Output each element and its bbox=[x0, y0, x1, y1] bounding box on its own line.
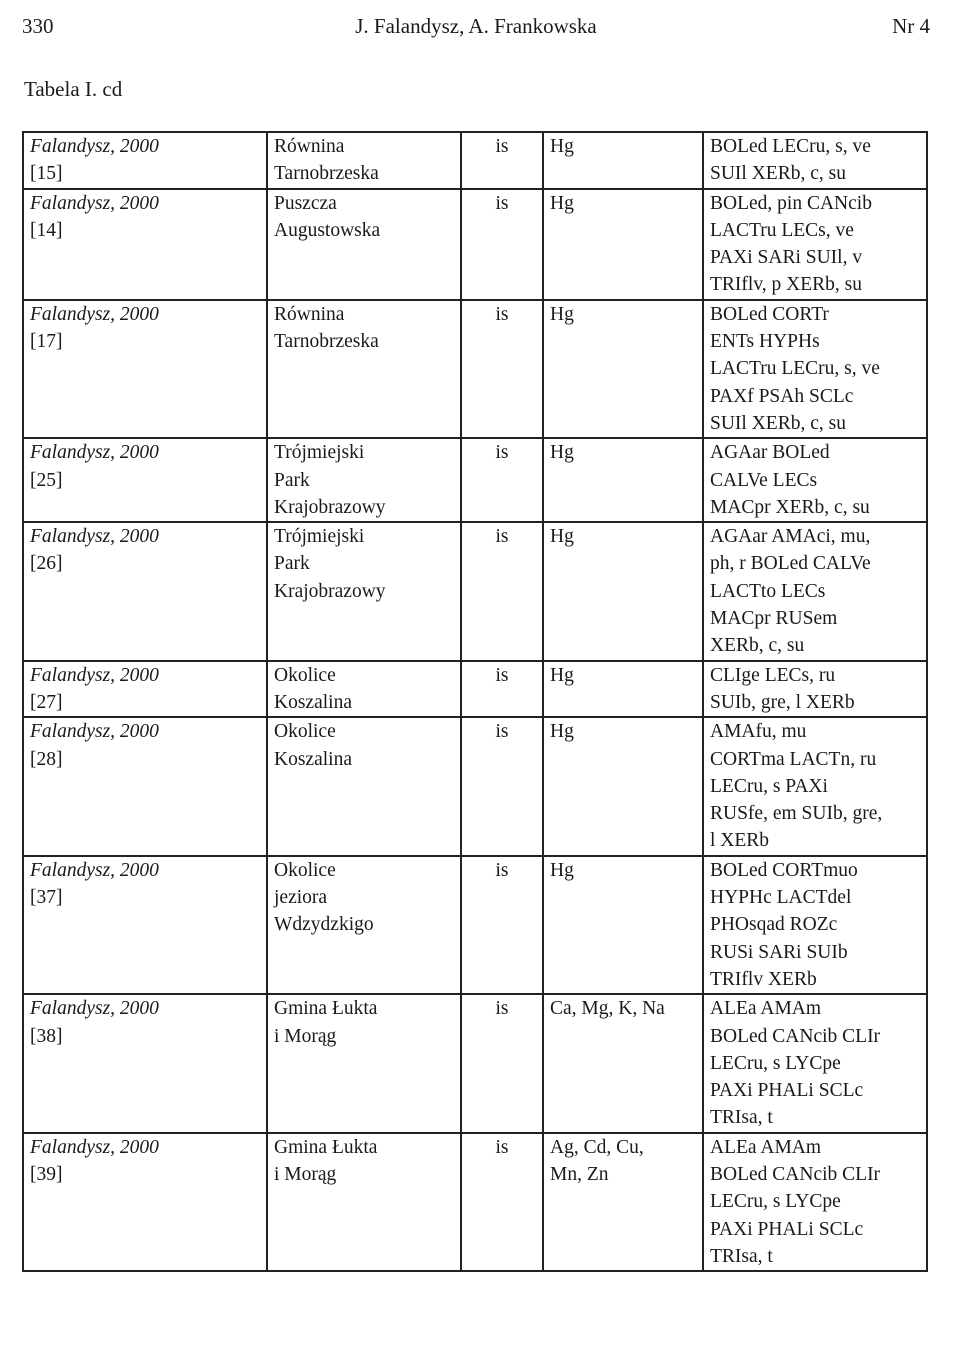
sample-type-cell: is bbox=[461, 300, 543, 438]
source-reference: [28] bbox=[30, 748, 63, 770]
species-cell: AGAar BOLed CALVe LECs MACpr XERb, c, su bbox=[703, 438, 927, 522]
location-cell: Trójmiejski Park Krajobrazowy bbox=[267, 522, 461, 660]
species-cell: BOLed CORTmuo HYPHc LACTdel PHOsqad ROZc RUSi SARi SUIb TRIflv XERb bbox=[703, 856, 927, 994]
running-head-authors: J. Falandysz, A. Frankowska bbox=[355, 14, 597, 38]
elements-cell: Ca, Mg, K, Na bbox=[543, 994, 703, 1132]
elements-cell: Hg bbox=[543, 661, 703, 718]
elements-cell: Hg bbox=[543, 717, 703, 855]
source-author-year: Falandysz, 2000 bbox=[30, 526, 159, 548]
elements-cell: Hg bbox=[543, 300, 703, 438]
source-cell bbox=[23, 1133, 267, 1271]
elements-cell: Hg bbox=[543, 132, 703, 189]
sample-type-cell: is bbox=[461, 132, 543, 189]
table-row bbox=[23, 1133, 927, 1271]
location-cell: Okolice jeziora Wdzydzkigo bbox=[267, 856, 461, 994]
table-row bbox=[23, 132, 927, 189]
source-reference: [25] bbox=[30, 469, 63, 491]
source-author-year: Falandysz, 2000 bbox=[30, 1136, 159, 1158]
sample-type-cell: is bbox=[461, 1133, 543, 1271]
species-cell: AMAfu, mu CORTma LACTn, ru LECru, s PAXi RUSfe, em SUIb, gre, l XERb bbox=[703, 717, 927, 855]
species-cell: BOLed, pin CANcib LACTru LECs, ve PAXi SARi SUIl, v TRIflv, p XERb, su bbox=[703, 189, 927, 300]
source-reference: [27] bbox=[30, 691, 63, 713]
source-cell bbox=[23, 300, 267, 438]
table-row bbox=[23, 189, 927, 300]
sample-type-cell: is bbox=[461, 438, 543, 522]
elements-cell: Hg bbox=[543, 522, 703, 660]
location-cell: Okolice Koszalina bbox=[267, 717, 461, 855]
table-row bbox=[23, 300, 927, 438]
source-reference: [15] bbox=[30, 163, 63, 185]
location-cell: Równina Tarnobrzeska bbox=[267, 300, 461, 438]
elements-cell: Hg bbox=[543, 189, 703, 300]
location-cell: Gmina Łukta i Morąg bbox=[267, 994, 461, 1132]
elements-cell: Hg bbox=[543, 856, 703, 994]
source-cell bbox=[23, 189, 267, 300]
location-cell: Trójmiejski Park Krajobrazowy bbox=[267, 438, 461, 522]
source-author-year: Falandysz, 2000 bbox=[30, 136, 159, 157]
source-reference: [38] bbox=[30, 1025, 63, 1047]
source-cell bbox=[23, 856, 267, 994]
source-author-year: Falandysz, 2000 bbox=[30, 303, 159, 325]
source-author-year: Falandysz, 2000 bbox=[30, 192, 159, 214]
location-cell: Równina Tarnobrzeska bbox=[267, 132, 461, 189]
table-caption: Tabela I. cd bbox=[24, 77, 123, 101]
species-cell: CLIge LECs, ru SUIb, gre, l XERb bbox=[703, 661, 927, 718]
species-cell: ALEa AMAm BOLed CANcib CLIr LECru, s LYCpe PAXi PHALi SCLc TRIsa, t bbox=[703, 1133, 927, 1271]
source-reference: [37] bbox=[30, 887, 63, 909]
source-author-year: Falandysz, 2000 bbox=[30, 859, 159, 881]
data-table bbox=[22, 131, 928, 1272]
sample-type-cell: is bbox=[461, 522, 543, 660]
sample-type-cell: is bbox=[461, 994, 543, 1132]
location-cell: Gmina Łukta i Morąg bbox=[267, 1133, 461, 1271]
source-author-year: Falandysz, 2000 bbox=[30, 442, 159, 464]
source-reference: [39] bbox=[30, 1163, 63, 1185]
species-cell: ALEa AMAm BOLed CANcib CLIr LECru, s LYCpe PAXi PHALi SCLc TRIsa, t bbox=[703, 994, 927, 1132]
table-row bbox=[23, 438, 927, 522]
source-cell bbox=[23, 717, 267, 855]
elements-cell: Ag, Cd, Cu, Mn, Zn bbox=[543, 1133, 703, 1271]
location-cell: Puszcza Augustowska bbox=[267, 189, 461, 300]
species-cell: AGAar AMAci, mu, ph, r BOLed CALVe LACTto LECs MACpr RUSem XERb, c, su bbox=[703, 522, 927, 660]
table-row bbox=[23, 856, 927, 994]
source-cell bbox=[23, 522, 267, 660]
table-row bbox=[23, 717, 927, 855]
source-author-year: Falandysz, 2000 bbox=[30, 998, 159, 1020]
source-cell bbox=[23, 994, 267, 1132]
sample-type-cell: is bbox=[461, 189, 543, 300]
source-cell bbox=[23, 661, 267, 718]
issue-number: Nr 4 bbox=[892, 14, 930, 38]
source-author-year: Falandysz, 2000 bbox=[30, 721, 159, 743]
source-author-year: Falandysz, 2000 bbox=[30, 664, 159, 686]
page-header bbox=[22, 14, 930, 44]
elements-cell: Hg bbox=[543, 438, 703, 522]
page-number: 330 bbox=[22, 14, 54, 38]
source-cell bbox=[23, 438, 267, 522]
table-row bbox=[23, 522, 927, 660]
sample-type-cell: is bbox=[461, 856, 543, 994]
source-reference: [17] bbox=[30, 331, 63, 353]
source-reference: [26] bbox=[30, 553, 63, 575]
table-row bbox=[23, 661, 927, 718]
sample-type-cell: is bbox=[461, 661, 543, 718]
table-row bbox=[23, 994, 927, 1132]
species-cell: BOLed LECru, s, ve SUIl XERb, c, su bbox=[703, 132, 927, 189]
table-body bbox=[23, 132, 927, 1271]
source-reference: [14] bbox=[30, 219, 63, 241]
source-cell bbox=[23, 132, 267, 189]
location-cell: Okolice Koszalina bbox=[267, 661, 461, 718]
species-cell: BOLed CORTr ENTs HYPHs LACTru LECru, s, ve PAXf PSAh SCLc SUIl XERb, c, su bbox=[703, 300, 927, 438]
sample-type-cell: is bbox=[461, 717, 543, 855]
